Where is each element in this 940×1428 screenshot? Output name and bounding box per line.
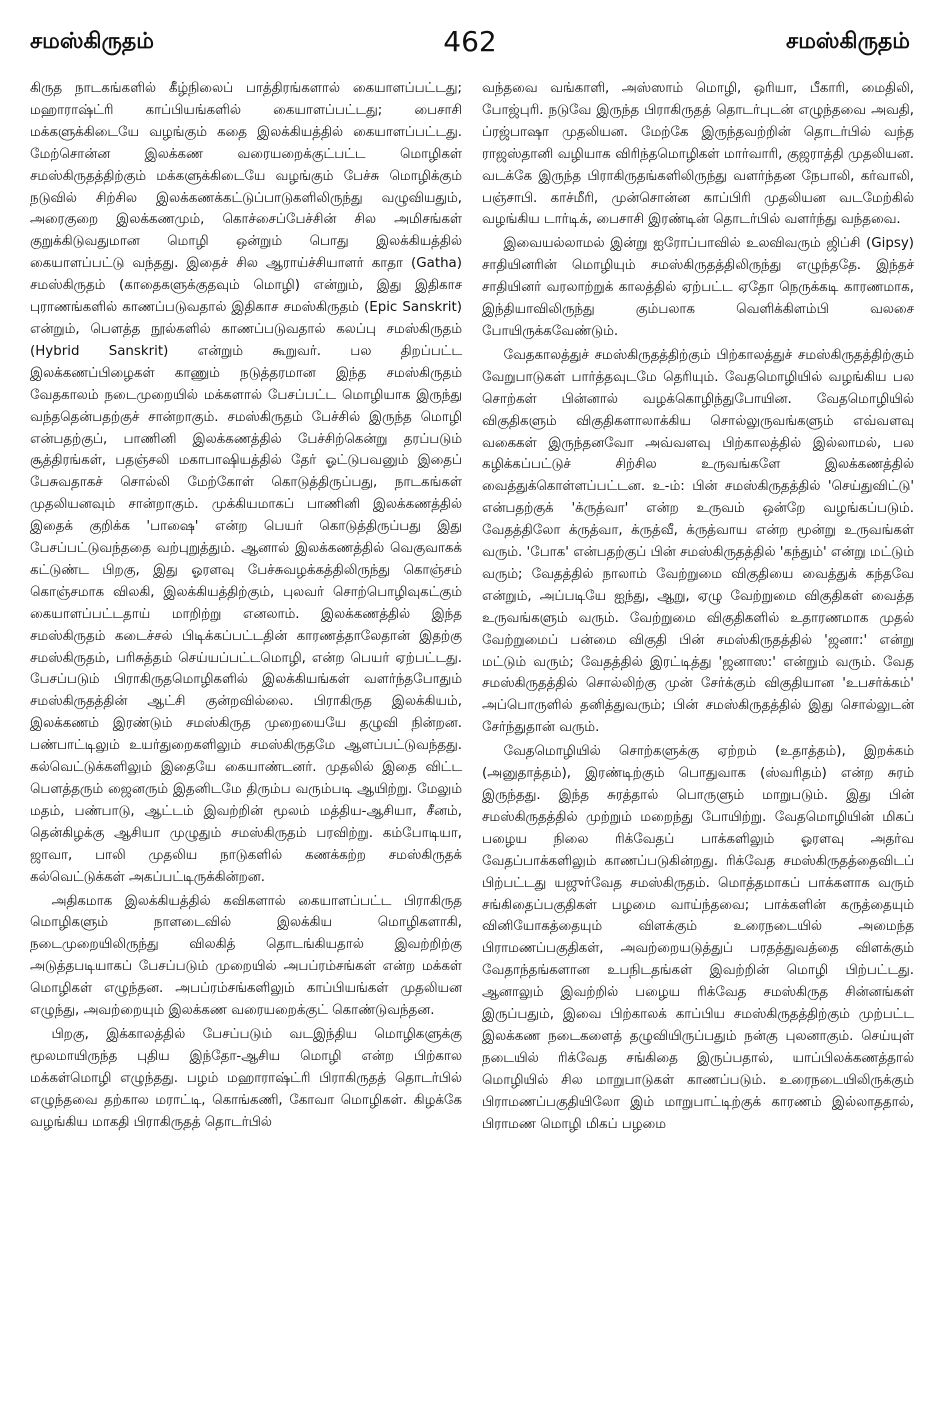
running-title-left: சமஸ்கிருதம் — [30, 29, 154, 54]
running-title-right: சமஸ்கிருதம் — [786, 29, 910, 54]
page-number: 462 — [443, 25, 497, 58]
left-column — [30, 78, 462, 1413]
page-header — [30, 22, 910, 62]
right-column — [482, 78, 914, 1413]
paragraph: வந்தவை வங்காளி, அஸ்ஸாம் மொழி, ஒரியா, பீகாரி, மைதிலி, போஜ்புரி. நடுவே இருந்த பிராகிருதத் தொடர்புடன் எழுந்தவை அவதி, ப்ரஜ்பாஷா முதலியன. மேற்கே இருந்தவற்றின் தொடர்பில் வந்த ராஜஸ்தானி வழியாக விரிந்தமொழிகள் மார்வாரி, குஜராத்தி முதலியன. வடக்கே இருந்த பிராகிருதங்களிலிருந்து வளர்ந்தன நேபாலி, கர்வாலி, பஞ்சாபி. காச்மீரி, முன்சொன்ன காப்பிரி முதலியன வடமேற்கில் வழங்கிய டார்டிக், பைசாசி இரண்டின் தொடர்பில் வளர்ந்து வந்தவை. — [482, 81, 914, 228]
paragraph: கிருத நாடகங்களில் கீழ்நிலைப் பாத்திரங்களால் கையாளப்பட்டது; மஹாராஷ்ட்ரி காப்பியங்களில் கையாளப்பட்டது; பைசாசி மக்களுக்கிடையே வழங்கும் கதை இலக்கியத்தில் கையாளப்பட்டது. மேற்சொன்ன இலக்கண வரையறைக்குட்பட்ட மொழிகள் சமஸ்கிருதத்திற்கும் மக்களுக்கிடையே வழங்கும் பேச்சு மொழிக்கும் நடுவில் சிற்சில இலக்கணக்கட்டுப்பாடுகளிலிருந்து வழுவியதும், அரைகுறை இலக்கணமும், கொச்சைப்பேச்சின் சில அமிசங்கள் குறுக்கிடுவதுமான மொழி ஒன்றும் பொது இலக்கியத்தில் கையாளப்பட்டு வந்தது. இதைச் சில ஆராய்ச்சியாளர் காதா (Gatha) சமஸ்கிருதம் (காதைகளுக்குதவும் மொழி) என்றும், இது இதிகாச புராணங்களில் காணப்படுவதால் இதிகாச சமஸ்கிருதம் (Epic Sanskrit) என்றும், பௌத்த நூல்களில் காணப்படுவதால் கலப்பு சமஸ்கிருதம் (Hybrid Sanskrit) என்றும் கூறுவர். பல திறப்பட்ட இலக்கணப்பிழைகள் காணும் நடுத்தரமான இந்த சமஸ்கிருதம் வேதகாலம் நடைமுறையில் மக்களால் பேசப்பட்ட மொழியாக இருந்து வந்ததென்பதற்குச் சான்றாகும். சமஸ்கிருதம் பேச்சில் இருந்த மொழி என்பதற்குப், பாணினி இலக்கணத்தில் பேச்சிற்கென்று தரப்படும் சூத்திரங்கள், பதஞ்சலி மகாபாஷியத்தில் தேர் ஓட்டுபவனும் இதைப் பேசுவதாகச் சொல்லி மேற்கோள் கொடுத்திருப்பது, நாடகங்கள் முதலியனவும் சான்றாகும். முக்கியமாகப் பாணினி இலக்கணத்தில் இதைக் குறிக்க 'பாஷை' என்ற பெயர் கொடுத்திருப்பது இது பேசப்பட்டுவந்ததை வற்புறுத்தும். ஆனால் இலக்கணத்தில் வெகுவாகக் கட்டுண்ட பிறகு, இது ஓரளவு பேச்சுவழக்கத்திலிருந்து கொஞ்சம் கொஞ்சமாக விலகி, இலக்கியத்திற்கும், புலவர் சொற்பொழிவுகட்கும் கையாளப்பட்டதாய் மாறிற்று எனலாம். இலக்கணத்தில் இந்த சமஸ்கிருதம் கடைச்சல் பிடிக்கப்பட்டதின் காரணத்தாலேதான் இதற்கு சமஸ்கிருதம், பரிசுத்தம் செய்யப்பட்டமொழி, என்ற பெயர் ஏற்பட்டது. பேசப்படும் பிராகிருதமொழிகளில் இலக்கியங்கள் வளர்ந்தபோதும் சமஸ்கிருதத்தின் ஆட்சி குன்றவில்லை. பிராகிருத இலக்கியம், இலக்கணம் இரண்டும் சமஸ்கிருத முறையையே தழுவி நின்றன. பண்பாட்டிலும் உயர்துறைகளிலும் சமஸ்கிருதமே ஆளப்பட்டுவந்தது. கல்வெட்டுக்களிலும் இதையே கையாண்டனர். முதலில் இதை விட்ட பௌத்தரும் ஜைனரும் இதனிடமே திரும்ப வரும்படி ஆயிற்று. மேலும் மதம், பண்பாடு, ஆட்டம் இவற்றின் மூலம் மத்திய-ஆசியா, சீனம், தென்கிழக்கு ஆசியா முழுதும் சமஸ்கிருதம் பரவிற்று. கம்போடியா, ஜாவா, பாலி முதலிய நாடுகளில் கணக்கற்ற சமஸ்கிருதக் கல்வெட்டுக்கள் அகப்பட்டிருக்கின்றன. — [30, 81, 462, 885]
paragraph: வேதமொழியில் சொற்களுக்கு ஏற்றம் (உதாத்தம்), இறக்கம் (அனுதாத்தம்), இரண்டிற்கும் பொதுவாக (ஸ்வரிதம்) என்ற சுரம் இருந்தது. இந்த சுரத்தால் பொருளும் மாறுபடும். இது பின் சமஸ்கிருதத்தில் முற்றும் மறைந்து போயிற்று. வேதமொழியின் மிகப் பழைய நிலை ரிக்வேதப் பாக்களிலும் ஓரளவு அதர்வ வேதப்பாக்களிலும் காணப்படுகின்றது. ரிக்வேத சமஸ்கிருதத்தைவிடப் பிற்பட்டது யஜுர்வேத சமஸ்கிருதம். மொத்தமாகப் பாக்களாக வரும் சங்கிதைப்பகுதிகள் பழமை வாய்ந்தவை; பாக்களின் கருத்தையும் வினியோகத்தையும் விளக்கும் உரைநடையில் அமைந்த பிராமணப்பகுதிகள், அவற்றையடுத்துப் பரதத்துவத்தை விளக்கும் வேதாந்தங்களான உபநிடதங்கள் இவற்றின் மொழி பிற்பட்டது. ஆனாலும் இவற்றில் பழைய ரிக்வேத சமஸ்கிருத சின்னங்கள் இருப்பதும், இவை பிற்காலக் காப்பிய சமஸ்கிருதத்திற்கும் முற்பட்ட இலக்கண நடைகளைத் தழுவியிருப்பதும் நன்கு புலனாகும். செய்யுள் நடையில் ரிக்வேத சங்கிதை இருப்பதால், யாப்பிலக்கணத்தால் மொழியில் சில மாறுபாடுகள் காணப்படும். உரைநடையிலிருக்கும் பிராமணப்பகுதியிலோ இம் மாறுபாட்டிற்குக் காரணம் இல்லாததால், பிராமண மொழி மிகப் பழமை — [482, 744, 914, 1132]
paragraph: பிறகு, இக்காலத்தில் பேசப்படும் வடஇந்திய மொழிகளுக்கு மூலமாயிருந்த புதிய இந்தோ-ஆசிய மொழி என்ற பிற்கால மக்கள்மொழி எழுந்தது. பழம் மஹாராஷ்ட்ரி பிராகிருதத் தொடர்பில் எழுந்தவை தற்கால மராட்டி, கொங்கணி, கோவா மொழிகள். கிழக்கே வழங்கிய மாகதி பிராகிருதத் தொடர்பில் — [30, 1026, 462, 1130]
paragraph: இவையல்லாமல் இன்று ஐரோப்பாவில் உலவிவரும் ஜிப்சி (Gipsy) சாதியினரின் மொழியும் சமஸ்கிருதத்திலிருந்து எழுந்ததே. இந்தச் சாதியினர் வரலாற்றுக் காலத்தில் ஏற்பட்ட ஏதோ நெருக்கடி காரணமாக, இந்தியாவிலிருந்து கும்பலாக வெளிக்கிளம்பி வலசை போயிருக்கவேண்டும். — [482, 236, 914, 339]
paragraph: வேதகாலத்துச் சமஸ்கிருதத்திற்கும் பிற்காலத்துச் சமஸ்கிருதத்திற்கும் வேறுபாடுகள் பார்த்தவுடமே தெரியும். வேதமொழியில் வழங்கிய பல சொற்கள் பின்னால் வழக்கொழிந்துபோயின. வேதமொழியில் விகுதிகளும் விகுதிகளாலாக்கிய சொல்லுருவங்களும் எவ்வளவு வகைகள் இருந்தனவோ அவ்வளவு பிற்காலத்தில் இல்லாமல், பல கழிக்கப்பட்டுச் சிற்சில உருவங்களே இலக்கணத்தில் வைத்துக்கொள்ளப்பட்டன. உ-ம்: பின் சமஸ்கிருதத்தில் 'செய்துவிட்டு' என்பதற்குக் 'க்ருத்வா' என்ற உருவம் ஒன்றே வழங்கப்படும். வேதத்திலோ க்ருத்வா, க்ருத்வீ, க்ருத்வாய என்ற மூன்று உருவங்கள் வரும். 'போக' என்பதற்குப் பின் சமஸ்கிருதத்தில் 'கந்தும்' என்று மட்டும் வரும்; வேதத்தில் நாலாம் வேற்றுமை விகுதியை வைத்துக் கந்தவே என்றும், அப்படியே ஐந்து, ஆறு, ஏழு வேற்றுமை விகுதிகள் வைத்த உருவங்களும் வரும். வேற்றுமை விகுதிகளில் உதாரணமாக முதல் வேற்றுமைப் பன்மை விகுதி பின் சமஸ்கிருதத்தில் 'ஜனா:' என்று மட்டும் வரும்; வேதத்தில் இரட்டித்து 'ஜனாஸ:' என்றும் வரும். வேத சமஸ்கிருதத்தில் சொல்லிற்கு முன் சேர்க்கும் விகுதியான 'உபசர்க்கம்' அப்பொருளில் தனித்துவரும்; பின் சமஸ்கிருதத்தில் இது சொல்லுடன் சேர்ந்துதான் வரும். — [482, 347, 914, 736]
paragraph: அதிகமாக இலக்கியத்தில் கவிகளால் கையாளப்பட்ட பிராகிருத மொழிகளும் நாளடைவில் இலக்கிய மொழிகளாகி, நடைமுறையிலிருந்து விலகித் தொடங்கியதால் இவற்றிற்கு அடுத்தபடியாகப் பேசப்படும் முறையில் அபப்ரம்சங்கள் என்ற மக்கள் மொழிகள் எழுந்தன. அபப்ரம்சங்களிலும் காப்பியங்கள் முதலியன எழுந்து, அவற்றையும் இலக்கண வரையறைக்குட் கொண்டுவந்தன. — [30, 893, 462, 1019]
